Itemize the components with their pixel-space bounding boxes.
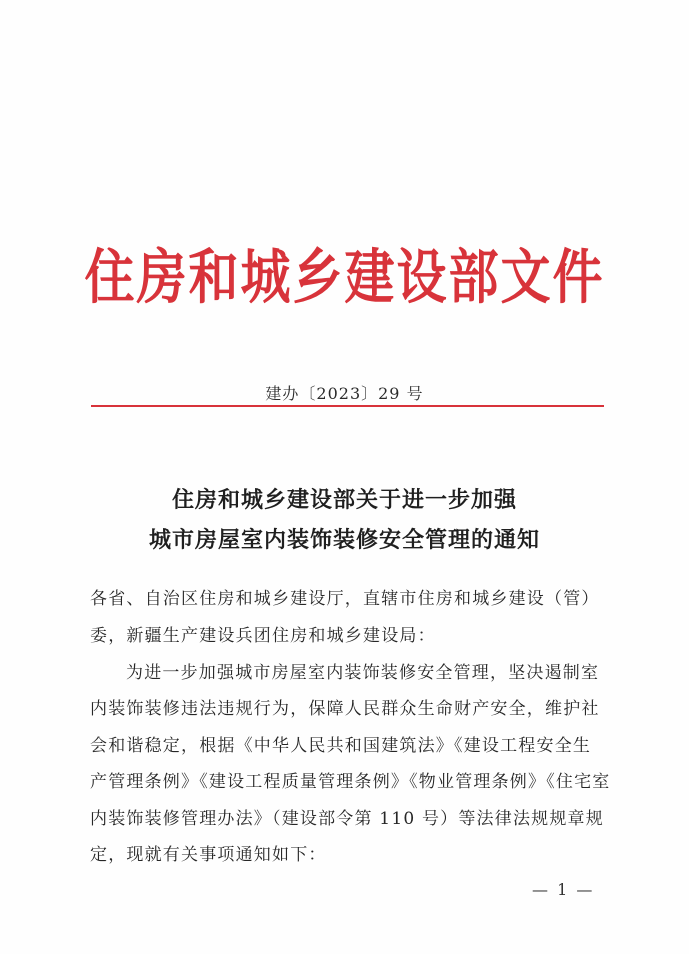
header-divider-line	[91, 405, 604, 407]
notice-title-line-2: 城市房屋室内装饰装修安全管理的通知	[148, 528, 540, 553]
notice-title-line-1: 住房和城乡建设部关于进一步加强	[171, 488, 517, 513]
body-line-paragraph-2: 内装饰装修违法违规行为，保障人民群众生命财产安全，维护社	[90, 699, 600, 719]
body-line-addressee-1: 各省、自治区住房和城乡建设厅，直辖市住房和城乡建设（管）	[90, 589, 600, 609]
body-line-paragraph-1: 为进一步加强城市房屋室内装饰装修安全管理，坚决遏制室	[126, 663, 600, 683]
page-number: — 1 —	[532, 880, 595, 899]
document-number: 建办〔2023〕29 号	[265, 384, 424, 403]
body-line-paragraph-4: 产管理条例》《建设工程质量管理条例》《物业管理条例》《住宅室	[90, 772, 611, 792]
body-line-paragraph-3: 会和谐稳定，根据《中华人民共和国建筑法》《建设工程安全生	[90, 736, 592, 756]
body-line-paragraph-6: 定，现就有关事项通知如下：	[90, 845, 327, 865]
document-header-title: 住房和城乡建设部文件	[84, 241, 605, 312]
body-line-addressee-2: 委，新疆生产建设兵团住房和城乡建设局：	[90, 626, 436, 646]
body-line-paragraph-5: 内装饰装修管理办法》（建设部令第 110 号）等法律法规规章规	[90, 809, 604, 829]
